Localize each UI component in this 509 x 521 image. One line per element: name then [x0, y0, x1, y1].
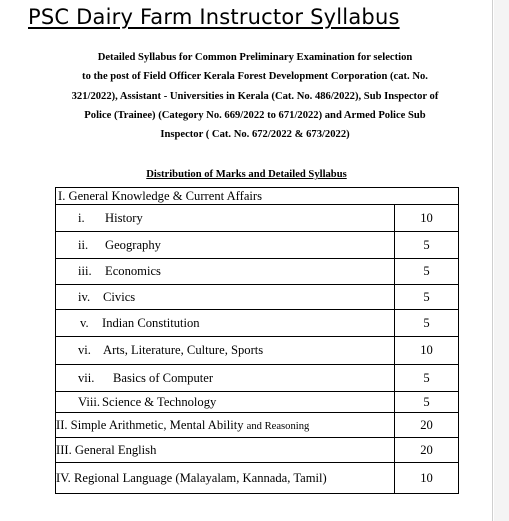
table-row	[56, 188, 459, 205]
marks-value: 5	[395, 285, 459, 310]
section-label-suffix: and Reasoning	[246, 420, 310, 432]
subitem-label: Basics of Computer	[113, 370, 214, 385]
subitem-number: vi.	[78, 343, 91, 357]
intro-line: Detailed Syllabus for Common Preliminary Examination for selection	[97, 52, 413, 63]
subitem-cell	[56, 232, 395, 259]
marks-value: 5	[395, 259, 459, 285]
table-row	[56, 337, 459, 365]
marks-value: 20	[395, 438, 459, 463]
subitem-label: Civics	[103, 289, 136, 304]
section-heading: Distribution of Marks and Detailed Syllabus	[146, 169, 347, 180]
subitem-label: Science & Technology	[102, 394, 217, 409]
section-label-text: II. Simple Arithmetic, Mental Ability	[56, 417, 247, 432]
subitem-cell	[56, 365, 395, 392]
window-gutter	[494, 0, 509, 521]
subitem-number: Viii.	[78, 394, 100, 409]
section-label: I. General Knowledge & Current Affairs	[56, 188, 459, 205]
table-row	[56, 310, 459, 337]
marks-value: 5	[395, 232, 459, 259]
table-row	[56, 438, 459, 463]
subitem-label: Arts, Literature, Culture, Sports	[103, 343, 264, 357]
intro-line: 321/2022), Assistant - Universities in Kerala (Cat. No. 486/2022), Sub Inspector of	[71, 90, 439, 102]
marks-value: 5	[395, 310, 459, 337]
subitem-cell	[56, 310, 395, 337]
marks-value: 20	[395, 413, 459, 438]
table-row	[56, 205, 459, 232]
subitem-label: Economics	[105, 264, 161, 278]
subitem-cell	[56, 337, 395, 365]
section-label: III. General English	[56, 438, 395, 463]
subitem-number: iv.	[78, 289, 91, 304]
table-row	[56, 285, 459, 310]
page-title: PSC Dairy Farm Instructor Syllabus	[28, 5, 400, 29]
subitem-number: i.	[78, 210, 85, 225]
subitem-number: iii.	[78, 264, 92, 278]
table-row	[56, 365, 459, 392]
subitem-number: ii.	[78, 237, 89, 252]
intro-line: to the post of Field Officer Kerala Forest Development Corporation (cat. No.	[82, 71, 428, 83]
intro-line: Inspector ( Cat. No. 672/2022 & 673/2022)	[160, 129, 350, 141]
subitem-number: vii.	[78, 370, 95, 385]
table-row	[56, 259, 459, 285]
subitem-label: History	[105, 210, 143, 225]
subitem-label: Geography	[105, 237, 161, 252]
marks-value: 5	[395, 392, 459, 413]
subitem-cell	[56, 392, 395, 413]
table-row	[56, 392, 459, 413]
section-label: IV. Regional Language (Malayalam, Kannada, Tamil)	[56, 463, 395, 494]
intro-line: Police (Trainee) (Category No. 669/2022 to 671/2022) and Armed Police Sub	[84, 109, 426, 121]
marks-table	[55, 187, 459, 494]
marks-value: 10	[395, 205, 459, 232]
marks-value: 10	[395, 337, 459, 365]
marks-value: 5	[395, 365, 459, 392]
table-row	[56, 463, 459, 494]
table-row	[56, 232, 459, 259]
subitem-number: v.	[80, 315, 89, 330]
table-row	[56, 413, 459, 438]
marks-value: 10	[395, 463, 459, 494]
subitem-cell	[56, 205, 395, 232]
subitem-cell	[56, 259, 395, 285]
section-label	[56, 413, 395, 438]
subitem-cell	[56, 285, 395, 310]
syllabus-intro	[40, 48, 470, 144]
subitem-label: Indian Constitution	[102, 315, 200, 330]
